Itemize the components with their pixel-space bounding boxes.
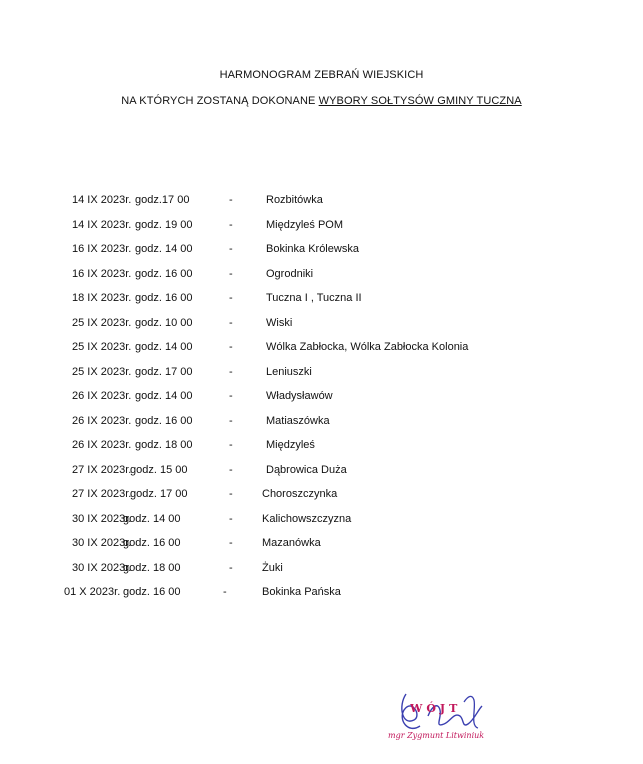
- schedule-row: [0, 243, 643, 257]
- schedule-row: [0, 464, 643, 478]
- schedule-date: 14 IX 2023r.: [72, 194, 132, 206]
- schedule-date: 01 X 2023r.: [64, 586, 121, 598]
- schedule-dash: -: [229, 194, 233, 206]
- schedule-time: godz. 15 00: [130, 464, 188, 476]
- schedule-date: 16 IX 2023r.: [72, 268, 132, 280]
- schedule-place: Bokinka Królewska: [266, 243, 359, 255]
- schedule-row: [0, 366, 643, 380]
- schedule-dash: -: [229, 415, 233, 427]
- document-subtitle: [0, 95, 643, 107]
- schedule-row: [0, 292, 643, 306]
- schedule-place: Matiaszówka: [266, 415, 330, 427]
- schedule-date: 27 IX 2023r.: [72, 488, 132, 500]
- stamp-name: mgr Zygmunt Litwiniuk: [388, 731, 485, 740]
- schedule-place: Choroszczynka: [262, 488, 338, 500]
- schedule-date: 27 IX 2023r.: [72, 464, 132, 476]
- schedule-row: [0, 390, 643, 404]
- schedule-row: [0, 537, 643, 551]
- schedule-time: godz. 16 00: [123, 537, 181, 549]
- schedule-date: 26 IX 2023r.: [72, 415, 132, 427]
- schedule-place: Tuczna I , Tuczna II: [266, 292, 362, 304]
- schedule-place: Mazanówka: [262, 537, 321, 549]
- schedule-date: 26 IX 2023r.: [72, 390, 132, 402]
- schedule-row: [0, 586, 643, 600]
- schedule-dash: -: [229, 390, 233, 402]
- schedule-dash: -: [229, 562, 233, 574]
- schedule-date: 26 IX 2023r.: [72, 439, 132, 451]
- schedule-place: Żuki: [262, 562, 283, 574]
- schedule-dash: -: [229, 464, 233, 476]
- document-title: HARMONOGRAM ZEBRAŃ WIEJSKICH: [219, 69, 424, 81]
- schedule-place: Rozbitówka: [266, 194, 323, 206]
- schedule-dash: -: [229, 537, 233, 549]
- schedule-dash: -: [229, 268, 233, 280]
- schedule-row: [0, 219, 643, 233]
- schedule-place: Wólka Zabłocka, Wólka Zabłocka Kolonia: [266, 341, 469, 353]
- schedule-place: Dąbrowica Duża: [266, 464, 347, 476]
- schedule-place: Ogrodniki: [266, 268, 314, 280]
- subtitle-underlined: WYBORY SOŁTYSÓW GMINY TUCZNA: [318, 95, 522, 107]
- schedule-time: godz. 18 00: [123, 562, 181, 574]
- schedule-time: godz. 16 00: [135, 268, 193, 280]
- stamp-title: WÓJT: [410, 702, 462, 715]
- schedule-time: godz. 18 00: [135, 439, 193, 451]
- schedule-date: 30 IX 2023r.: [72, 513, 132, 525]
- schedule-dash: -: [229, 317, 233, 329]
- schedule-row: [0, 415, 643, 429]
- schedule-dash: -: [229, 488, 233, 500]
- schedule-dash: -: [229, 219, 233, 231]
- schedule-row: [0, 317, 643, 331]
- schedule-row: [0, 562, 643, 576]
- schedule-dash: -: [229, 292, 233, 304]
- schedule-dash: -: [229, 439, 233, 451]
- schedule-place: Wiski: [266, 317, 293, 329]
- schedule-row: [0, 488, 643, 502]
- schedule-dash: -: [229, 341, 233, 353]
- schedule-dash: -: [223, 586, 227, 598]
- schedule-time: godz. 17 00: [135, 366, 193, 378]
- schedule-time: godz. 16 00: [135, 292, 193, 304]
- schedule-time: godz. 14 00: [135, 341, 193, 353]
- schedule-time: godz. 17 00: [130, 488, 188, 500]
- schedule-time: godz. 14 00: [135, 390, 193, 402]
- schedule-date: 30 IX 2023r.: [72, 537, 132, 549]
- schedule-date: 16 IX 2023r.: [72, 243, 132, 255]
- subtitle-prefix: NA KTÓRYCH ZOSTANĄ DOKONANE: [121, 95, 319, 107]
- schedule-place: Leniuszki: [266, 366, 312, 378]
- schedule-place: Międzyleś POM: [266, 219, 344, 231]
- schedule-date: 25 IX 2023r.: [72, 317, 132, 329]
- schedule-time: godz.17 00: [135, 194, 190, 206]
- schedule-date: 18 IX 2023r.: [72, 292, 132, 304]
- schedule-time: godz. 14 00: [135, 243, 193, 255]
- schedule-place: Bokinka Pańska: [262, 586, 341, 598]
- schedule-time: godz. 10 00: [135, 317, 193, 329]
- schedule-date: 14 IX 2023r.: [72, 219, 132, 231]
- schedule-row: [0, 513, 643, 527]
- schedule-row: [0, 439, 643, 453]
- schedule-row: [0, 268, 643, 282]
- schedule-dash: -: [229, 243, 233, 255]
- schedule-row: [0, 341, 643, 355]
- schedule-date: 25 IX 2023r.: [72, 341, 132, 353]
- schedule-place: Władysławów: [266, 390, 333, 402]
- schedule-dash: -: [229, 513, 233, 525]
- schedule-place: Międzyleś: [266, 439, 315, 451]
- schedule-time: godz. 16 00: [135, 415, 193, 427]
- schedule-time: godz. 19 00: [135, 219, 193, 231]
- schedule-date: 25 IX 2023r.: [72, 366, 132, 378]
- schedule-time: godz. 16 00: [123, 586, 181, 598]
- schedule-date: 30 IX 2023r.: [72, 562, 132, 574]
- schedule-row: [0, 194, 643, 208]
- schedule-place: Kalichowszczyzna: [262, 513, 352, 525]
- schedule-time: godz. 14 00: [123, 513, 181, 525]
- schedule-dash: -: [229, 366, 233, 378]
